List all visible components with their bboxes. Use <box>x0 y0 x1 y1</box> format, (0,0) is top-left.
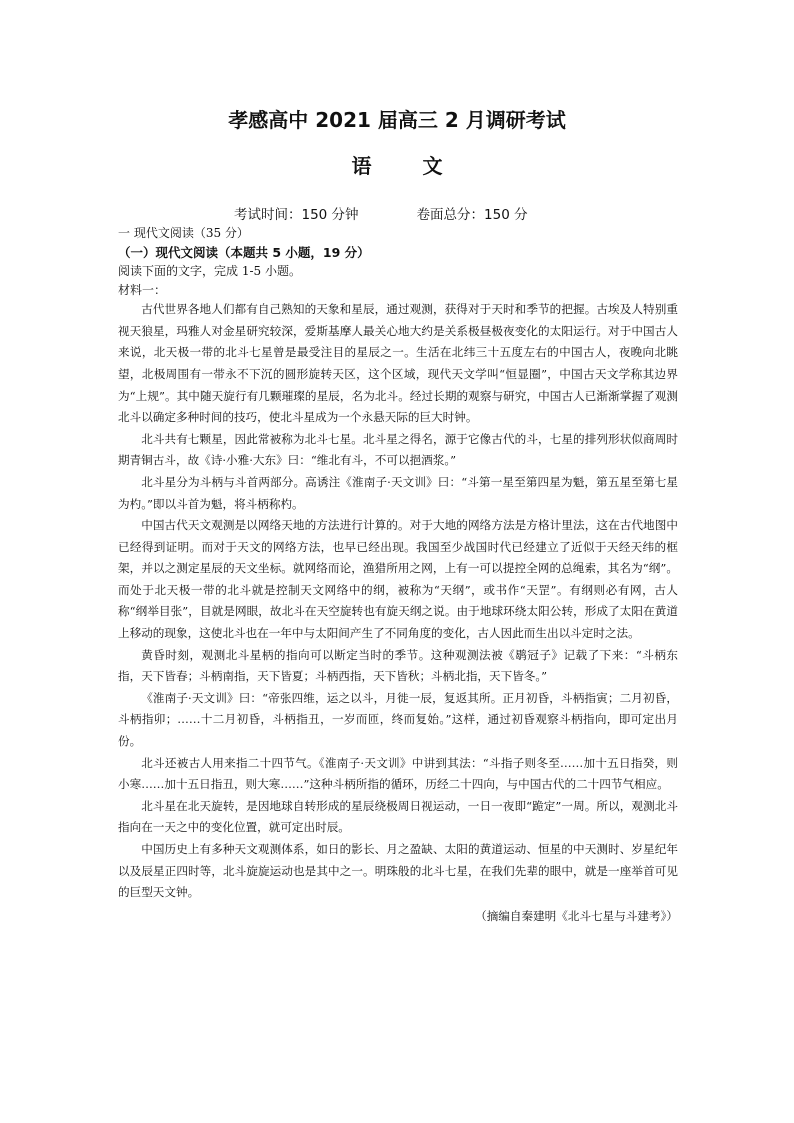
paragraph: 《淮南子·天文训》曰：“帝张四维，运之以斗，月徙一辰，复返其所。正月初昏，斗柄指寅；二月初昏，斗柄指卯；……十二月初昏，斗柄指丑，一岁而匝，终而复始。”这样，通过初昏观察斗柄指向，即可定出月份。 <box>118 690 678 749</box>
source-citation: （摘编自秦建明《北斗七星与斗建考》） <box>475 908 678 923</box>
paragraph: 中国历史上有多种天文观测体系，如日的影长、月之盈缺、太阳的黄道运动、恒星的中天测时、岁星纪年以及辰星正四时等，北斗旋旋运动也是其中之一。明珠般的北斗七星，在我们先辈的眼中，就是一座举首可见的巨型天文钟。 <box>118 842 678 900</box>
exam-info <box>234 203 528 223</box>
paragraph: 北斗星分为斗柄与斗首两部分。高诱注《淮南子·天文训》曰：“斗第一星至第四星为魁，第五星至第七星为杓。”即以斗首为魁，将斗柄称杓。 <box>118 474 678 511</box>
exam-title: 孝感高中 2021 届高三 2 月调研考试 <box>228 108 566 132</box>
exam-time: 考试时间：150 分钟 <box>234 207 359 223</box>
reading-section <box>118 224 678 927</box>
paragraph: 北斗还被古人用来指二十四节气。《淮南子·天文训》中讲到其法：“斗指子则冬至……加十五日指癸，则小寒……加十五日指丑，则大寒……”这种斗柄所指的循环，历经二十四向，与中国古代的二十四节气相应。 <box>118 755 678 792</box>
paragraph: 黄昏时刻，观测北斗星柄的指向可以断定当时的季节。这种观测法被《鹖冠子》记载了下来：“斗柄东指，天下皆春；斗柄南指，天下皆夏；斗柄西指，天下皆秋；斗柄北指，天下皆冬。” <box>118 647 678 684</box>
subject-title: 语 文 <box>351 154 465 178</box>
paragraph: 中国古代天文观测是以网络天地的方法进行计算的。对于大地的网络方法是方格计里法，这在古代地图中已经得到证明。而对于天文的网络方法，也早已经出现。我国至少战国时代已经建立了近似于天经天纬的框架，并以之测定星辰的天文坐标。就网络而论，渔猎所用之网，上有一可以提控全网的总绳索，其名为“纲”。而处于北天极一带的北斗就是控制天文网络中的纲，被称为“天纲”，或书作“天罡”。有纲则必有网，古人称“纲举目张”，目就是网眼，故北斗在天空旋转也有旋天纲之说。由于地球环绕太阳公转，形成了太阳在黄道上移动的现象，这使北斗也在一年中与太阳间产生了不同角度的变化，古人因此而生出以斗定时之法。 <box>118 518 678 641</box>
paragraph: 北斗星在北天旋转，是因地球自转形成的星辰绕极周日视运动，一日一夜即“跪定”一周。所以，观测北斗指向在一天之中的变化位置，就可定出时辰。 <box>118 798 678 835</box>
material-label: 材料一： <box>118 282 167 297</box>
section-heading: 一 现代文阅读（35 分） <box>118 226 249 240</box>
total-score: 卷面总分：150 分 <box>416 207 528 223</box>
paragraph: 古代世界各地人们都有自己熟知的天象和星辰，通过观测，获得对于天时和季节的把握。古埃及人特别重视天狼星，玛雅人对金星研究较深，爱斯基摩人最关心地大约是关系极昼极夜变化的太阳运行。对于中国古人来说，北天极一带的北斗七星曾是最受注目的星辰之一。生活在北纬三十五度左右的中国古人，夜晚向北眺望，北极周围有一带永不下沉的圆形旋转天区，这个区域，现代天文学叫“恒显圈”，中国古天文学称其边界为“上规”。其中随天旋行有几颗璀璨的星辰，名为北斗。经过长期的观察与研究，中国古人已渐渐掌握了观测北斗以确定多种时间的技巧，使北斗星成为一个永悬天际的巨大时钟。 <box>118 302 678 425</box>
instruction-text: 阅读下面的文字，完成 1-5 小题。 <box>118 263 301 278</box>
subsection-heading: （一）现代文阅读（本题共 5 小题，19 分） <box>118 244 370 260</box>
paragraph: 北斗共有七颗星，因此常被称为北斗七星。北斗星之得名，源于它像古代的斗，七星的排列形状似商周时期青铜古斗，故《诗·小雅·大东》曰：“维北有斗，不可以挹酒浆。” <box>118 431 678 468</box>
